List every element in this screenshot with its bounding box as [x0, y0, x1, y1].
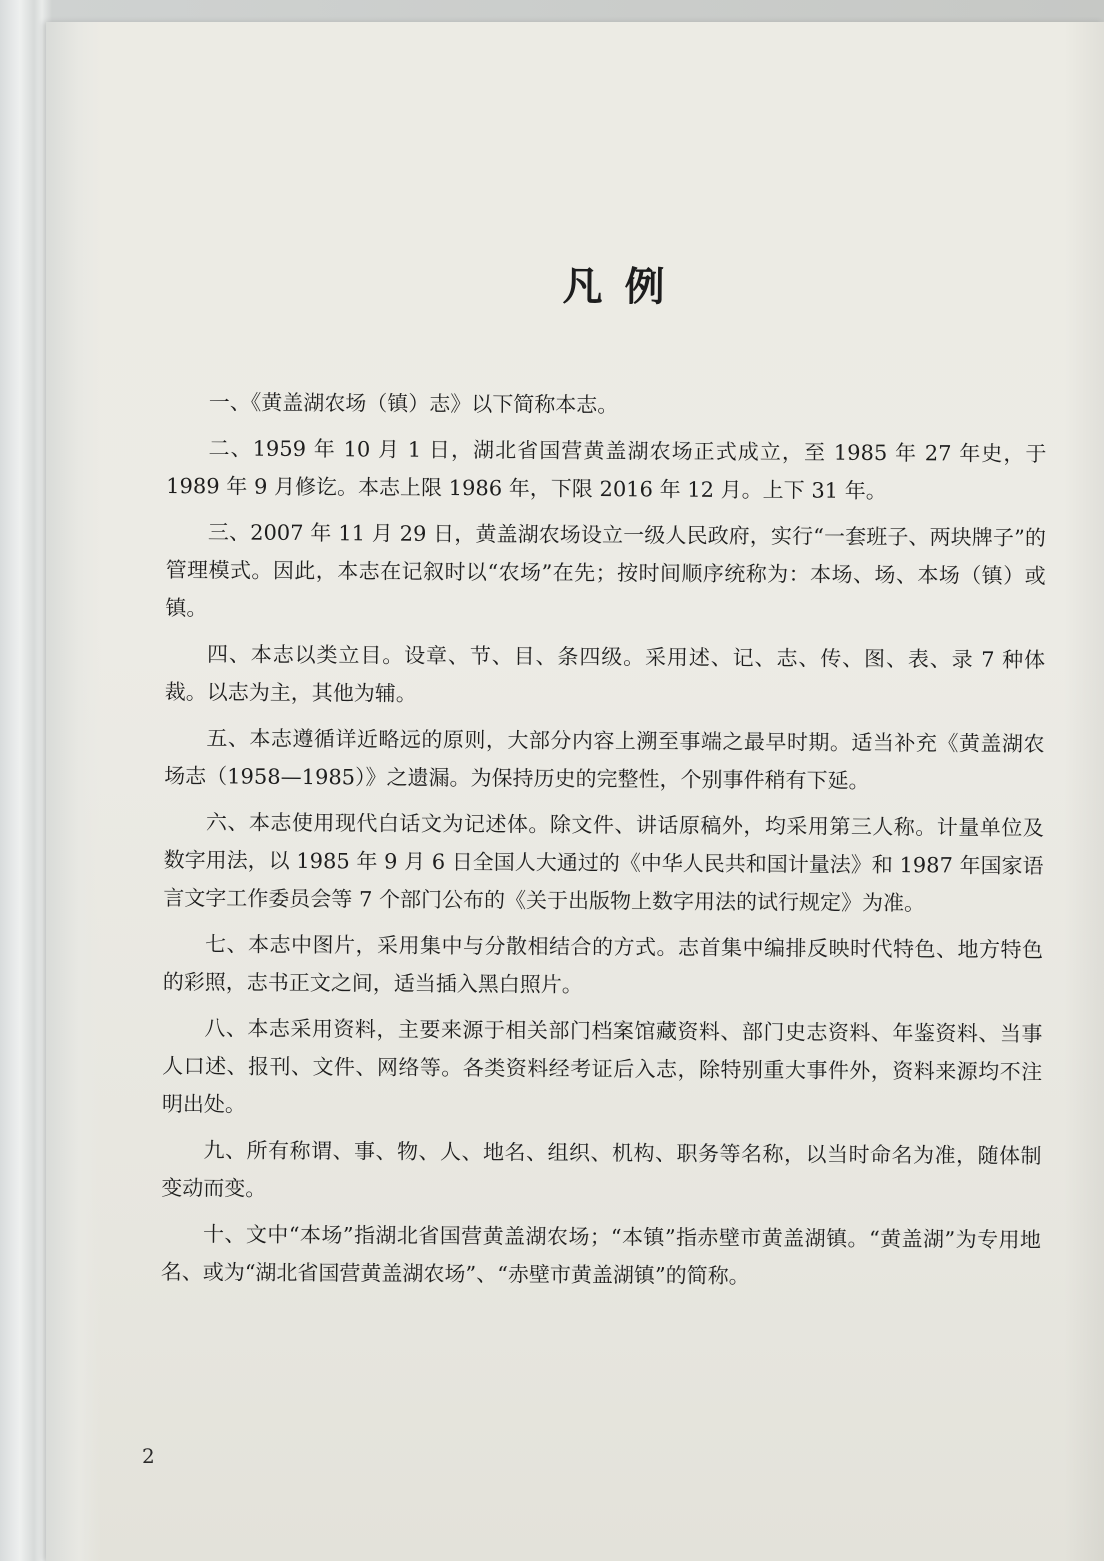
- page-title: 凡例: [562, 263, 687, 311]
- paragraph-6: 六、本志使用现代白话文为记述体。除文件、讲话原稿外，均采用第三人称。计量单位及数字用法，以 1985 年 9 月 6 日全国人大通过的《中华人民共和国计量法》和 1987 年国家语言文字工作委员会等 7 个部门公布的《关于出版物上数字用法的试行规定》为准。: [163, 810, 1044, 916]
- paragraph-1: 一、《黄盖湖农场（镇）志》以下简称本志。: [208, 390, 619, 418]
- page-shadow: [1064, 22, 1104, 1561]
- paragraph-9: 九、所有称谓、事、物、人、地名、组织、机构、职务等名称，以当时命名为准，随体制变动而变。: [161, 1138, 1042, 1201]
- page-body: [161, 232, 1048, 1305]
- page-number: 2: [142, 1444, 155, 1468]
- paragraph-3: 三、2007 年 11 月 29 日，黄盖湖农场设立一级人民政府，实行“一套班子、两块牌子”的管理模式。因此，本志在记叙时以“农场”在先；按时间顺序统称为：本场、场、本场（镇）或镇。: [165, 520, 1046, 621]
- paragraph-5: 五、本志遵循详近略远的原则，大部分内容上溯至事端之最早时期。适当补充《黄盖湖农场志（1958—1985）》之遗漏。为保持历史的完整性，个别事件稍有下延。: [164, 726, 1045, 793]
- paragraph-7: 七、本志中图片，采用集中与分散相结合的方式。志首集中编排反映时代特色、地方特色的彩照，志书正文之间，适当插入黑白照片。: [162, 932, 1044, 997]
- page-gutter: [46, 22, 101, 1561]
- paragraph-8: 八、本志采用资料，主要来源于相关部门档案馆藏资料、部门史志资料、年鉴资料、当事人口述、报刊、文件、网络等。各类资料经考证后入志，除特别重大事件外，资料来源均不注明出处。: [161, 1016, 1043, 1117]
- paragraph-10: 十、文中“本场”指湖北省国营黄盖湖农场；“本镇”指赤壁市黄盖湖镇。“黄盖湖”为专用地名、或为“湖北省国营黄盖湖农场”、“赤壁市黄盖湖镇”的简称。: [160, 1222, 1042, 1289]
- paragraph-2: 二、1959 年 10 月 1 日，湖北省国营黄盖湖农场正式成立，至 1985 年 27 年史，于 1989 年 9 月修讫。本志上限 1986 年，下限 2016 年 12 月。上下 31 年。: [166, 436, 1047, 504]
- paragraph-4: 四、本志以类立目。设章、节、目、条四级。采用述、记、志、传、图、表、录 7 种体裁。以志为主，其他为辅。: [164, 642, 1046, 706]
- book-page: [46, 22, 1104, 1561]
